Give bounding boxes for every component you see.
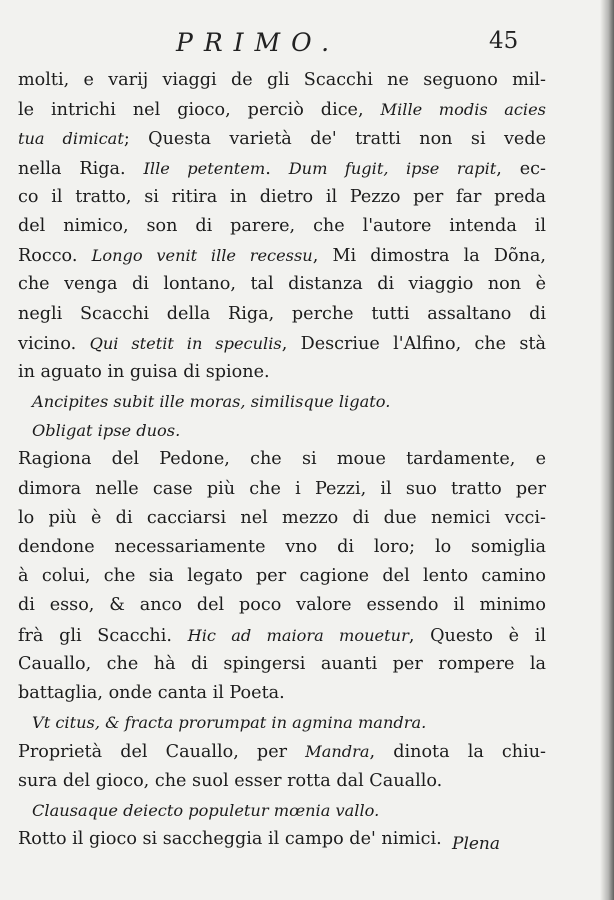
verse-line	[18, 416, 546, 445]
text-segment: dimora nelle case più che i Pezzi, il suo tratto per	[18, 478, 546, 499]
text-line	[18, 504, 546, 533]
text-line	[18, 767, 546, 796]
italic-quote: Longo venit ille recessu	[91, 246, 313, 266]
text-segment: nella Riga.	[18, 158, 144, 179]
text-segment: le intrichi nel gioco, perciò dice,	[18, 100, 381, 121]
text-segment: del nimico, son di parere, che l'autore intenda il	[18, 215, 546, 236]
text-line	[18, 154, 546, 183]
text-segment: vicino.	[18, 333, 90, 354]
text-segment: ; Questa varietà de' tratti non si vede	[123, 129, 547, 150]
text-segment: Proprietà del Cauallo, per	[18, 742, 306, 763]
verse-line	[18, 708, 546, 737]
text-line	[18, 183, 546, 212]
text-line	[18, 591, 546, 620]
text-segment: battaglia, onde canta il Poeta.	[18, 682, 285, 703]
italic-quote: Mandra	[305, 742, 370, 762]
text-segment: che venga di lontano, tal distanza di viaggio non è	[18, 274, 546, 295]
text-line	[18, 475, 546, 504]
text-segment: molti, e varij viaggi de gli Scacchi ne seguono mil-	[18, 70, 546, 90]
catchword: Plena	[452, 834, 501, 854]
verse-line	[18, 387, 546, 416]
page-header	[0, 28, 614, 58]
text-segment: sura del gioco, che suol esser rotta dal Cauallo.	[18, 770, 443, 791]
text-segment: , dinota la chiu-	[369, 742, 547, 763]
text-line	[18, 300, 546, 329]
text-segment: co il tratto, si ritira in dietro il Pezzo per far preda	[18, 186, 546, 207]
italic-quote: Ille petentem	[143, 158, 266, 178]
text-line	[18, 737, 546, 766]
italic-quote: Ancipites subit ille moras, similisque ligato.	[32, 392, 391, 412]
italic-quote: Clausaque deiecto populetur mœnia vallo.	[32, 800, 380, 820]
italic-quote: tua dimicat	[18, 129, 124, 149]
italic-quote: Qui stetit in speculis	[89, 333, 282, 353]
italic-quote: Vt citus, & fracta prorumpat in agmina mandra.	[32, 713, 427, 733]
running-head: PRIMO.	[176, 28, 341, 57]
text-segment: Rocco.	[18, 246, 92, 267]
text-segment: Rotto il gioco si saccheggia il campo de' nimici.	[18, 828, 442, 849]
text-line	[18, 270, 546, 299]
text-line	[18, 212, 546, 241]
text-line	[18, 445, 546, 474]
body-text	[18, 66, 546, 854]
text-segment: , Descriue l'Alfino, che stà	[281, 333, 546, 354]
page-edge-shadow	[600, 0, 614, 900]
text-segment: in aguato in guisa di spione.	[18, 361, 270, 382]
text-line	[18, 358, 546, 387]
text-line	[18, 66, 546, 95]
italic-quote: Obligat ipse duos.	[32, 421, 181, 441]
text-segment: frà gli Scacchi.	[18, 625, 188, 646]
text-line	[18, 621, 546, 650]
text-line	[18, 562, 546, 591]
text-line	[18, 95, 546, 124]
text-segment: negli Scacchi della Riga, perche tutti assaltano di	[18, 303, 546, 324]
italic-quote: Hic ad maiora mouetur	[187, 625, 409, 645]
italic-quote: Dum fugit, ipse rapit	[288, 158, 497, 178]
text-segment: lo più è di cacciarsi nel mezzo di due nemici vcci-	[18, 507, 546, 528]
text-line	[18, 329, 546, 358]
text-segment: .	[265, 158, 289, 179]
text-segment: di esso, & anco del poco valore essendo il minimo	[18, 595, 546, 616]
text-line	[18, 124, 546, 153]
verse-line	[18, 796, 546, 825]
page-number: 45	[489, 28, 519, 54]
text-segment: Cauallo, che hà di spingersi auanti per rompere la	[18, 653, 546, 674]
text-line	[18, 679, 546, 708]
text-segment: , Questo è il	[408, 625, 546, 646]
italic-quote: Mille modis acies	[380, 100, 546, 120]
text-line	[18, 650, 546, 679]
text-segment: à colui, che sia legato per cagione del lento camino	[18, 566, 546, 587]
text-line	[18, 241, 546, 270]
text-segment: Ragiona del Pedone, che si moue tardamente, e	[18, 449, 546, 470]
text-segment: , ec-	[496, 158, 546, 179]
text-line	[18, 533, 546, 562]
text-segment: , Mi dimostra la Dõna,	[312, 246, 546, 267]
text-segment: dendone necessariamente vno di loro; lo somiglia	[18, 537, 546, 557]
